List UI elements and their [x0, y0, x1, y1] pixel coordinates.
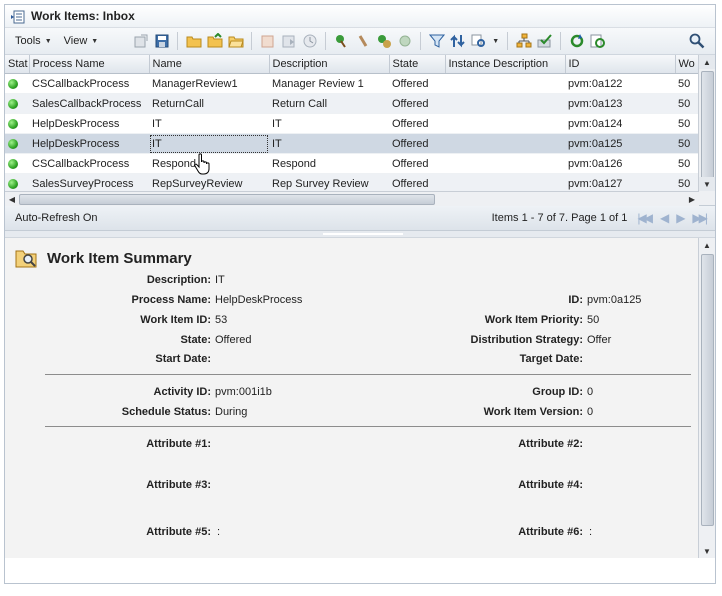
first-page-icon[interactable]: |◀◀: [637, 211, 650, 225]
process-name-cell: SalesCallbackProcess: [29, 94, 149, 114]
sort-icon[interactable]: [449, 33, 466, 50]
toolbar-separator: [420, 32, 421, 50]
description-cell: Manager Review 1: [269, 74, 389, 94]
status-dot-icon: [8, 139, 18, 149]
state-cell: Offered: [389, 74, 445, 94]
scroll-down-icon[interactable]: ▼: [703, 546, 711, 556]
attribute-4-label: Attribute #4:: [518, 479, 583, 491]
activity-id-label: Activity ID:: [153, 386, 211, 398]
suspend-icon[interactable]: [396, 33, 413, 50]
work-items-window: [4, 4, 716, 584]
process-name-label: Process Name:: [131, 294, 211, 306]
column-header-state[interactable]: State: [389, 55, 445, 74]
inbox-icon: [11, 9, 25, 23]
attribute-5-label: Attribute #5:: [146, 526, 211, 538]
state-cell: Offered: [389, 94, 445, 114]
scroll-thumb[interactable]: [19, 194, 435, 205]
next-page-icon[interactable]: ▶: [676, 211, 683, 225]
id-cell: pvm:0a123: [565, 94, 675, 114]
export-icon[interactable]: [132, 33, 149, 50]
tools-menu-label: Tools: [15, 35, 41, 47]
summary-header: [15, 248, 192, 268]
instance-description-cell: [445, 134, 565, 154]
window-titlebar: [5, 5, 715, 28]
description-cell: Return Call: [269, 94, 389, 114]
name-cell: Respond: [149, 154, 269, 174]
status-dot-icon: [8, 79, 18, 89]
table-row[interactable]: [5, 154, 698, 174]
status-cell: [5, 114, 29, 134]
pick-icon[interactable]: [333, 33, 350, 50]
auto-refresh-icon[interactable]: [589, 33, 606, 50]
instance-description-cell: [445, 74, 565, 94]
description-cell: Respond: [269, 154, 389, 174]
save-icon[interactable]: [153, 33, 170, 50]
process-name-value: HelpDeskProcess: [215, 294, 303, 306]
wo-cell: 50: [675, 174, 698, 194]
id-cell: pvm:0a127: [565, 174, 675, 194]
schedule-status-value: During: [215, 406, 248, 418]
activity-id-value: pvm:001i1b: [215, 386, 272, 398]
instance-description-cell: [445, 114, 565, 134]
work-item-id-value: 53: [215, 314, 228, 326]
wo-cell: 50: [675, 94, 698, 114]
toolbar-separator: [325, 32, 326, 50]
status-bar: [5, 206, 715, 231]
attribute-6-value: :: [589, 526, 593, 538]
pane-splitter[interactable]: [5, 231, 715, 238]
summary-title: Work Item Summary: [47, 249, 192, 267]
distribution-strategy-value: Offer: [587, 334, 612, 346]
open-folder-icon[interactable]: [185, 33, 202, 50]
folder-open-icon[interactable]: [227, 33, 244, 50]
name-cell: ReturnCall: [149, 94, 269, 114]
folder-search-icon: [15, 248, 37, 268]
wo-cell: 50: [675, 154, 698, 174]
column-header-instance-description[interactable]: Instance Description: [445, 55, 565, 74]
state-label: State:: [180, 334, 211, 346]
scroll-down-icon[interactable]: ▼: [699, 177, 715, 191]
description-cell: IT: [269, 114, 389, 134]
description-label: Description:: [146, 274, 211, 286]
forward-icon[interactable]: [280, 33, 297, 50]
wo-cell: 50: [675, 114, 698, 134]
group-id-value: 0: [587, 386, 594, 398]
work-item-summary-panel: [5, 238, 715, 558]
process-name-cell: CSCallbackProcess: [29, 154, 149, 174]
name-cell: IT: [149, 134, 269, 154]
status-cell: [5, 154, 29, 174]
id-label: ID:: [568, 294, 583, 306]
chevron-down-icon[interactable]: ▼: [492, 37, 500, 45]
filter-icon[interactable]: [428, 33, 445, 50]
toolbar-separator: [177, 32, 178, 50]
process-name-cell: SalesSurveyProcess: [29, 174, 149, 194]
tools-menu[interactable]: [9, 35, 58, 47]
group-id-label: Group ID:: [532, 386, 583, 398]
toolbar-separator: [560, 32, 561, 50]
auto-refresh-status[interactable]: Auto-Refresh On: [15, 212, 98, 224]
section-divider: [45, 426, 691, 427]
chevron-down-icon: ▼: [91, 37, 99, 45]
refresh-icon[interactable]: [568, 33, 585, 50]
work-item-id-label: Work Item ID:: [140, 314, 211, 326]
target-date-label: Target Date:: [519, 353, 583, 365]
state-value: Offered: [215, 334, 252, 346]
id-value: pvm:0a125: [587, 294, 642, 306]
status-cell: [5, 94, 29, 114]
column-header-status[interactable]: Stat: [5, 55, 29, 74]
schedule-status-label: Schedule Status:: [121, 406, 211, 418]
hand-cursor-icon: [194, 153, 212, 175]
window-title: Work Items: Inbox: [31, 9, 135, 23]
search-icon[interactable]: [688, 33, 705, 50]
status-dot-icon: [8, 179, 18, 189]
state-cell: Offered: [389, 134, 445, 154]
view-menu[interactable]: [58, 35, 105, 47]
table-row-selected[interactable]: [5, 134, 698, 154]
table-row[interactable]: [5, 114, 698, 134]
work-item-version-value: 0: [587, 406, 594, 418]
process-name-cell: CSCallbackProcess: [29, 74, 149, 94]
column-header-id[interactable]: ID: [565, 55, 675, 74]
id-cell: pvm:0a122: [565, 74, 675, 94]
org-chart-icon[interactable]: [515, 33, 532, 50]
description-value: IT: [215, 274, 225, 286]
state-cell: Offered: [389, 114, 445, 134]
instance-description-cell: [445, 154, 565, 174]
table-header-row: [5, 55, 698, 74]
reassign-icon[interactable]: [259, 33, 276, 50]
cancel-icon[interactable]: [375, 33, 392, 50]
id-cell: pvm:0a125: [565, 134, 675, 154]
view-menu-label: View: [63, 35, 88, 47]
scroll-thumb[interactable]: [701, 71, 714, 183]
distribution-strategy-label: Distribution Strategy:: [470, 334, 583, 346]
name-cell: IT: [149, 114, 269, 134]
table-row[interactable]: [5, 74, 698, 94]
state-cell: Offered: [389, 154, 445, 174]
attribute-3-label: Attribute #3:: [146, 479, 211, 491]
chevron-down-icon: ▼: [44, 37, 52, 45]
wo-cell: 50: [675, 134, 698, 154]
instance-description-cell: [445, 94, 565, 114]
status-dot-icon: [8, 119, 18, 129]
toolbar: [5, 28, 715, 55]
id-cell: pvm:0a124: [565, 114, 675, 134]
attribute-2-label: Attribute #2:: [518, 438, 583, 450]
pager: [492, 206, 705, 230]
start-date-label: Start Date:: [155, 353, 211, 365]
scroll-up-icon[interactable]: ▲: [703, 240, 711, 250]
column-header-wo[interactable]: Wo: [675, 55, 698, 74]
last-page-icon[interactable]: ▶▶|: [692, 211, 705, 225]
name-cell: ManagerReview1: [149, 74, 269, 94]
scroll-left-icon[interactable]: ◀: [8, 194, 16, 204]
status-dot-icon: [8, 99, 18, 109]
scroll-up-icon[interactable]: ▲: [699, 55, 715, 69]
toolbar-separator: [507, 32, 508, 50]
process-name-cell: HelpDeskProcess: [29, 114, 149, 134]
column-search-icon[interactable]: [470, 33, 487, 50]
previous-page-icon[interactable]: ◀: [659, 211, 667, 225]
schedule-icon[interactable]: [301, 33, 318, 50]
status-cell: [5, 134, 29, 154]
state-cell: Offered: [389, 174, 445, 194]
section-divider: [45, 374, 691, 375]
status-dot-icon: [8, 159, 18, 169]
attribute-1-label: Attribute #1:: [146, 438, 211, 450]
attribute-6-label: Attribute #6:: [518, 526, 583, 538]
grid-vertical-scrollbar[interactable]: [698, 55, 715, 205]
scroll-thumb[interactable]: [701, 254, 714, 526]
toolbar-separator: [251, 32, 252, 50]
column-header-name[interactable]: Name: [149, 55, 269, 74]
table-row[interactable]: [5, 94, 698, 114]
paging-info: Items 1 - 7 of 7. Page 1 of 1: [491, 212, 628, 224]
column-header-description[interactable]: Description: [269, 55, 389, 74]
status-cell: [5, 74, 29, 94]
process-name-cell: HelpDeskProcess: [29, 134, 149, 154]
priority-value: 50: [587, 314, 600, 326]
scroll-right-icon[interactable]: ▶: [688, 194, 696, 204]
grid-horizontal-scrollbar[interactable]: [5, 191, 699, 206]
folder-up-icon[interactable]: [206, 33, 223, 50]
description-cell: IT: [269, 134, 389, 154]
unpick-icon[interactable]: [354, 33, 371, 50]
column-header-process-name[interactable]: Process Name: [29, 55, 149, 74]
priority-label: Work Item Priority:: [484, 314, 583, 326]
work-items-grid: [5, 55, 715, 206]
name-cell: RepSurveyReview: [149, 174, 269, 194]
description-cell: Rep Survey Review: [269, 174, 389, 194]
summary-vertical-scrollbar[interactable]: [698, 238, 715, 558]
id-cell: pvm:0a126: [565, 154, 675, 174]
work-item-version-label: Work Item Version:: [483, 406, 583, 418]
approve-icon[interactable]: [536, 33, 553, 50]
wo-cell: 50: [675, 74, 698, 94]
attribute-5-value: :: [217, 526, 221, 538]
